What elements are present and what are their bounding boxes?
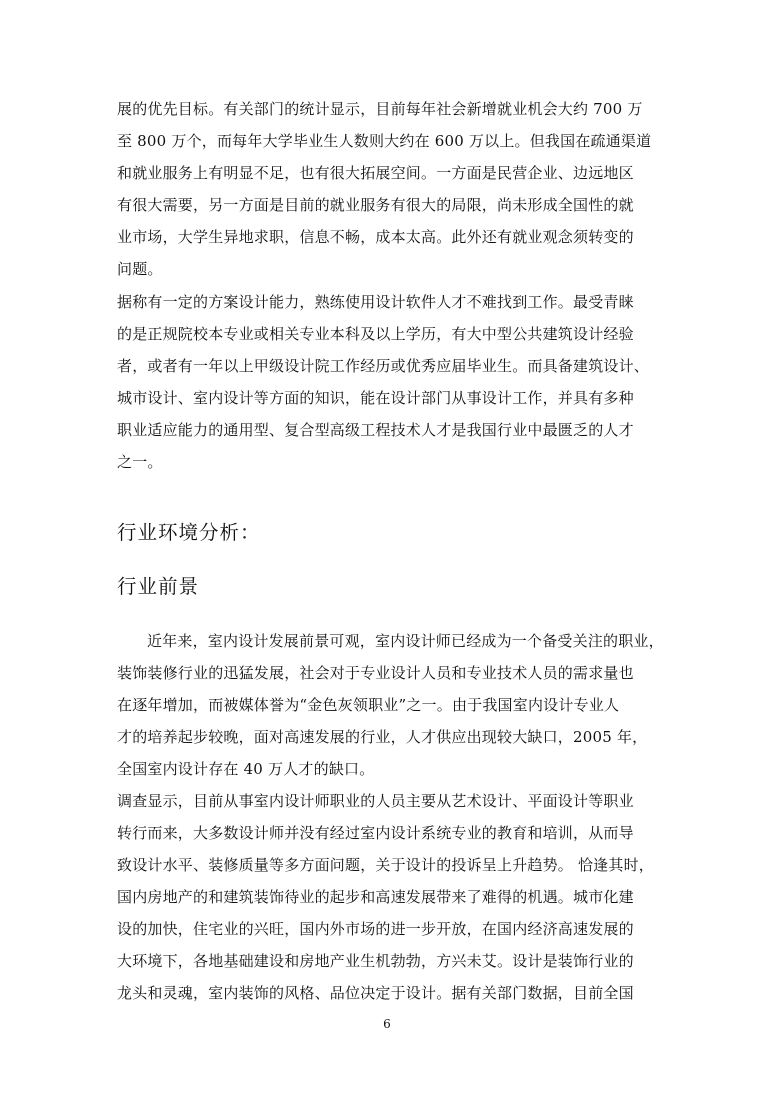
paragraph-line: 据称有一定的方案设计能力，熟练使用设计软件人才不难找到工作。最受青睐	[117, 293, 634, 311]
paragraph-line: 近年来，室内设计发展前景可观，室内设计师已经成为一个备受关注的职业，	[147, 632, 664, 650]
paragraph-line: 致设计水平、装修质量等多方面问题，关于设计的投诉呈上升趋势。 恰逢其时，	[117, 856, 654, 874]
paragraph-line: 装饰装修行业的迅猛发展，社会对于专业设计人员和专业技术人员的需求量也	[117, 664, 634, 682]
paragraph-line: 职业适应能力的通用型、复合型高级工程技术人才是我国行业中最匮乏的人才	[117, 421, 634, 439]
paragraph-line: 在逐年增加，而被媒体誉为“金色灰领职业”之一。由于我国室内设计专业人	[117, 696, 620, 714]
paragraph-line: 城市设计、室内设计等方面的知识，能在设计部门从事设计工作，并具有多种	[117, 389, 634, 407]
paragraph-line: 全国室内设计存在 40 万人才的缺口。	[117, 760, 375, 778]
paragraph-line: 业市场，大学生异地求职，信息不畅，成本太高。此外还有就业观念须转变的	[117, 228, 634, 246]
paragraph-line: 之一。	[117, 453, 163, 471]
paragraph-line: 问题。	[117, 260, 163, 278]
paragraph-line: 展的优先目标。有关部门的统计显示，目前每年社会新增就业机会大约 700 万	[117, 100, 643, 118]
page-number: 6	[383, 1017, 391, 1031]
paragraph-line: 转行而来，大多数设计师并没有经过室内设计系统专业的教育和培训，从而导	[117, 824, 634, 842]
section-heading: 行业环境分析：	[117, 521, 261, 544]
paragraph-line: 国内房地产的和建筑装饰待业的起步和高速发展带来了难得的机遇。城市化建	[117, 888, 634, 906]
paragraph-line: 设的加快，住宅业的兴旺，国内外市场的进一步开放，在国内经济高速发展的	[117, 920, 634, 938]
paragraph-line: 的是正规院校本专业或相关专业本科及以上学历，有大中型公共建筑设计经验	[117, 325, 634, 343]
subsection-heading: 行业前景	[117, 575, 200, 598]
paragraph-line: 至 800 万个，而每年大学毕业生人数则大约在 600 万以上。但我国在疏通渠道	[117, 132, 652, 150]
paragraph-line: 调查显示，目前从事室内设计师职业的人员主要从艺术设计、平面设计等职业	[117, 792, 634, 810]
paragraph-line: 者，或者有一年以上甲级设计院工作经历或优秀应届毕业生。而具备建筑设计、	[117, 357, 650, 375]
paragraph-line: 才的培养起步较晚，面对高速发展的行业，人才供应出现较大缺口，2005 年，	[117, 728, 648, 746]
paragraph-line: 大环境下，各地基础建设和房地产业生机勃勃，方兴未艾。设计是装饰行业的	[117, 952, 634, 970]
paragraph-line: 和就业服务上有明显不足，也有很大拓展空间。一方面是民营企业、边远地区	[117, 164, 634, 182]
paragraph-line: 有很大需要，另一方面是目前的就业服务有很大的局限，尚未形成全国性的就	[117, 196, 634, 214]
paragraph-line: 龙头和灵魂，室内装饰的风格、品位决定于设计。据有关部门数据，目前全国	[117, 984, 634, 1002]
